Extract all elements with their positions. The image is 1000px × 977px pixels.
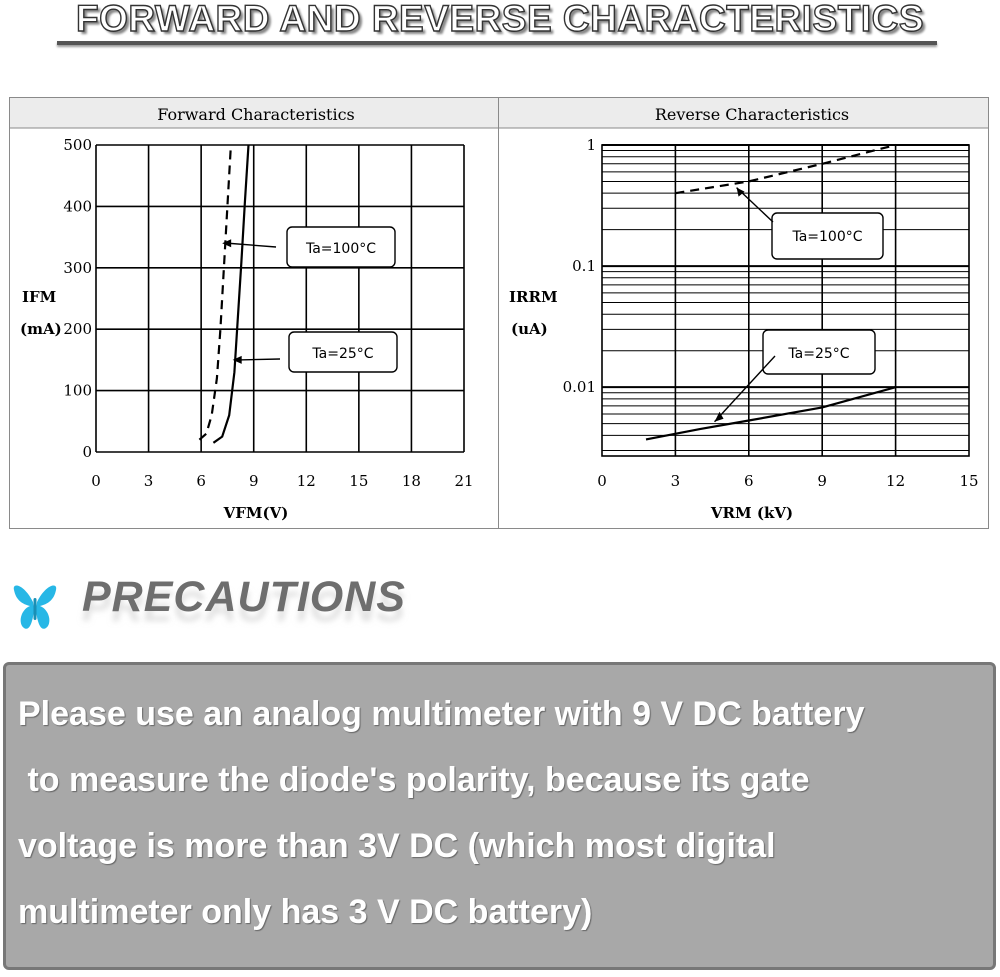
y-tick-label: 0.1 <box>572 257 596 276</box>
annotation-label: Ta=25°C <box>788 346 850 362</box>
notice-line: to measure the diode's polarity, because its gate <box>18 761 810 799</box>
x-axis-label: VFM(V) <box>223 504 289 522</box>
y-tick-label: 100 <box>63 381 92 400</box>
y-axis-label-symbol: IRRM <box>509 288 558 306</box>
annotation-arrow <box>715 356 775 422</box>
x-tick-label: 9 <box>248 472 259 490</box>
y-axis-label-symbol: IFM <box>22 288 57 306</box>
chart-title: Forward Characteristics <box>157 105 355 124</box>
annotation-label: Ta=25°C <box>312 346 374 362</box>
y-axis-label-unit: (uA) <box>511 320 548 338</box>
x-tick-label: 15 <box>959 472 979 490</box>
y-tick-label: 0.01 <box>562 378 596 397</box>
x-tick-label: 3 <box>143 472 154 490</box>
annotation-arrow <box>239 359 280 360</box>
y-tick-label: 1 <box>586 136 596 154</box>
y-axis-label-unit: (mA) <box>20 320 62 338</box>
x-tick-label: 18 <box>401 472 421 490</box>
y-tick-label: 500 <box>63 136 92 154</box>
x-tick-label: 6 <box>744 472 754 490</box>
y-tick-label: 200 <box>63 320 92 339</box>
annotation-label: Ta=100°C <box>792 229 863 245</box>
x-tick-label: 12 <box>886 472 906 490</box>
notice-line: Please use an analog multimeter with 9 V DC battery <box>18 695 865 733</box>
title-underline <box>57 41 937 45</box>
y-tick-label: 0 <box>82 443 92 461</box>
reverse-characteristics-chart <box>499 98 988 528</box>
page-title: FORWARD AND REVERSE CHARACTERISTICS <box>76 0 924 39</box>
x-tick-label: 0 <box>597 472 607 490</box>
annotation-label: Ta=100°C <box>305 241 377 257</box>
x-tick-label: 9 <box>817 472 827 490</box>
x-tick-label: 0 <box>91 472 101 490</box>
characteristics-charts <box>9 97 989 529</box>
notice-line: multimeter only has 3 V DC battery) <box>18 893 593 931</box>
chart-title: Reverse Characteristics <box>654 105 850 124</box>
annotation-arrow <box>228 243 276 247</box>
x-axis-label: VRM (kV) <box>710 504 794 522</box>
precautions-notice <box>3 662 996 970</box>
arrow-head <box>737 188 745 197</box>
arrow-head <box>222 239 231 247</box>
x-tick-label: 6 <box>196 472 206 490</box>
x-tick-label: 12 <box>296 472 316 490</box>
series-line <box>199 145 231 440</box>
precautions-heading: PRECAUTIONS <box>82 573 406 621</box>
y-tick-label: 400 <box>63 197 92 216</box>
series-line <box>675 145 895 193</box>
notice-line: voltage is more than 3V DC (which most digital <box>18 827 776 865</box>
y-tick-label: 300 <box>63 258 92 277</box>
series-line <box>213 145 248 443</box>
x-tick-label: 21 <box>454 472 474 490</box>
forward-characteristics-chart <box>10 98 499 528</box>
butterfly-icon <box>10 580 60 634</box>
x-tick-label: 15 <box>349 472 369 490</box>
series-line <box>646 387 896 439</box>
x-tick-label: 3 <box>670 472 681 490</box>
plot-frame <box>602 145 969 456</box>
